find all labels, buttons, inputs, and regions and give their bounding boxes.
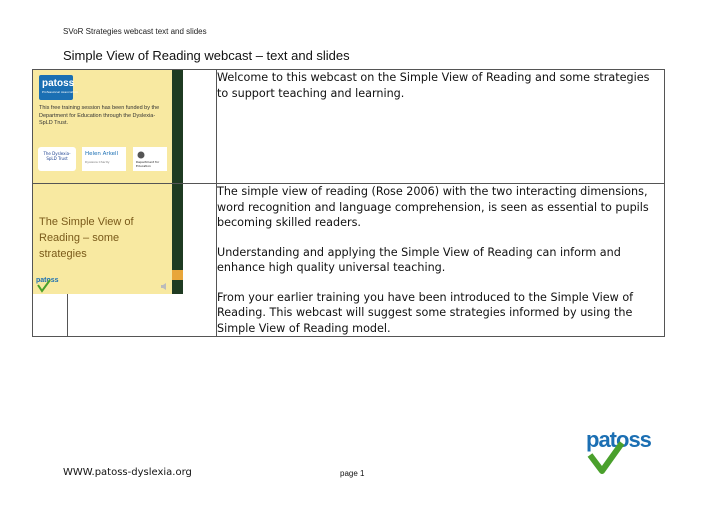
text-cell	[217, 70, 665, 184]
paragraph: Understanding and applying the Simple View of Reading can inform and enhance high quality universal teaching.	[217, 245, 621, 274]
footer-url: WWW.patoss-dyslexia.org	[63, 467, 192, 478]
checkmark-icon	[586, 427, 652, 475]
paragraph: From your earlier training you have been introduced to the Simple View of Reading. This webcast will suggest some strategies informed by using the Simple View of Reading model.	[217, 290, 634, 335]
footer-patoss-logo: patoss	[586, 427, 652, 475]
speaker-icon	[160, 282, 169, 291]
partner-logo-helen-arkell: Helen Arkell Dyslexia Charity	[82, 147, 126, 171]
slide-side-bar	[172, 70, 183, 183]
text-cell	[217, 184, 665, 337]
checkmark-icon	[36, 277, 62, 293]
partner-logo-dyslexia-trust: The Dyslexia-SpLD Trust	[38, 147, 76, 171]
slide-accent-chip	[172, 270, 183, 280]
patoss-logo: patoss	[36, 277, 62, 293]
document-title: Simple View of Reading webcast – text and slides	[63, 48, 350, 63]
running-header: SVoR Strategies webcast text and slides	[63, 27, 207, 36]
partner-logo-dfe: Department for Education	[133, 147, 167, 171]
patoss-logo: patoss Professional Association	[39, 75, 73, 100]
slide-heading: The Simple View of Reading – some strategies	[39, 216, 134, 260]
paragraph: The simple view of reading (Rose 2006) with the two interacting dimensions, word recognition and language comprehension, is seen as essential to pupils becoming skilled readers.	[217, 185, 649, 229]
page-number: page 1	[340, 469, 365, 478]
slide-thumbnail-2	[33, 184, 183, 294]
slide-thumbnail-1	[33, 70, 183, 183]
funding-text: This free training session has been funded by the Department for Education through the Dyslexia-SpLD Trust.	[39, 105, 160, 126]
paragraph: Welcome to this webcast on the Simple View of Reading and some strategies to support teaching and learning.	[217, 71, 650, 100]
